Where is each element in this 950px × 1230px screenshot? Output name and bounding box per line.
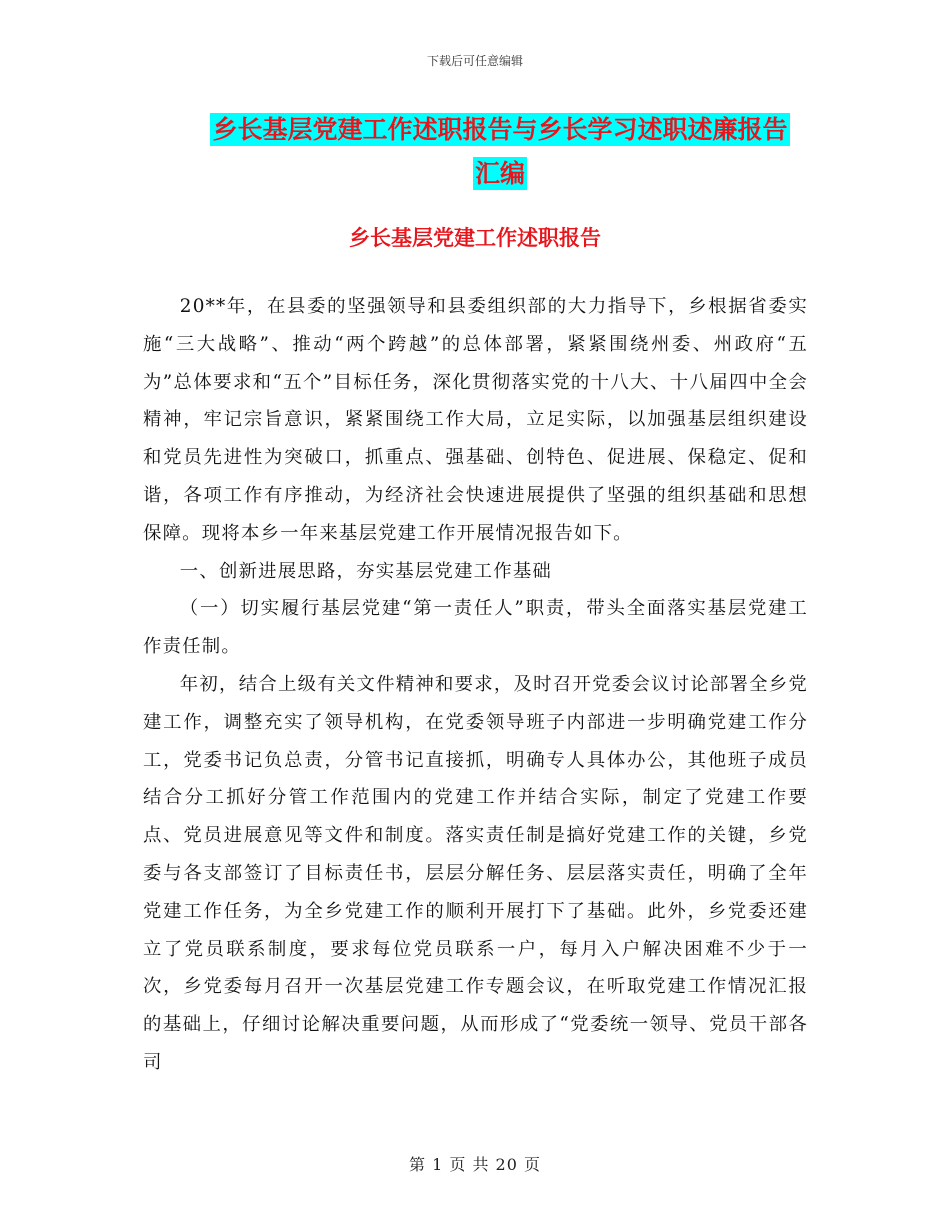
section-title: 乡长基层党建工作述职报告: [349, 226, 601, 250]
document-title: [120, 108, 880, 196]
page-number: 第 1 页 共 20 页: [409, 1155, 541, 1174]
heading-level-2: （一）切实履行基层党建“第一责任人”职责，带头全面落实基层党建工作责任制。: [143, 598, 808, 658]
paragraph-intro: 20**年，在县委的坚强领导和县委组织部的大力指导下，乡根据省委实施“三大战略”、推动“两个跨越”的总体部署，紧紧围绕州委、州政府“五为”总体要求和“五个”目标任务，深化贯彻落实党的十八大、十八届四中全会精神，牢记宗旨意识，紧紧围绕工作大局，立足实际，以加强基层组织建设和党员先进性为突破口，抓重点、强基础、创特色、促进展、保稳定、促和谐，各项工作有序推动，为经济社会快速进展提供了坚强的组织基础和思想保障。现将本乡一年来基层党建工作开展情况报告如下。: [143, 296, 808, 544]
header-note: 下载后可任意编辑: [426, 54, 523, 68]
paragraph-body: 年初，结合上级有关文件精神和要求，及时召开党委会议讨论部署全乡党建工作，调整充实了领导机构，在党委领导班子内部进一步明确党建工作分工，党委书记负总责，分管书记直接抓，明确专人具体办公，其他班子成员结合分工抓好分管工作范围内的党建工作并结合实际，制定了党建工作要点、党员进展意见等文件和制度。落实责任制是搞好党建工作的关键，乡党委与各支部签订了目标责任书，层层分解任务、层层落实责任，明确了全年党建工作任务，为全乡党建工作的顺利开展打下了基础。此外，乡党委还建立了党员联系制度，要求每位党员联系一户，每月入户解决困难不少于一次，乡党委每月召开一次基层党建工作专题会议，在听取党建工作情况汇报的基础上，仔细讨论解决重要问题，从而形成了“党委统一领导、党员干部各司: [143, 673, 808, 1073]
title-line-2: 汇编: [474, 159, 525, 188]
document-body: [143, 288, 808, 1082]
heading-level-1: 一、创新进展思路，夯实基层党建工作基础: [179, 560, 553, 582]
title-line-1: 乡长基层党建工作述职报告与乡长学习述职述廉报告: [212, 115, 788, 144]
